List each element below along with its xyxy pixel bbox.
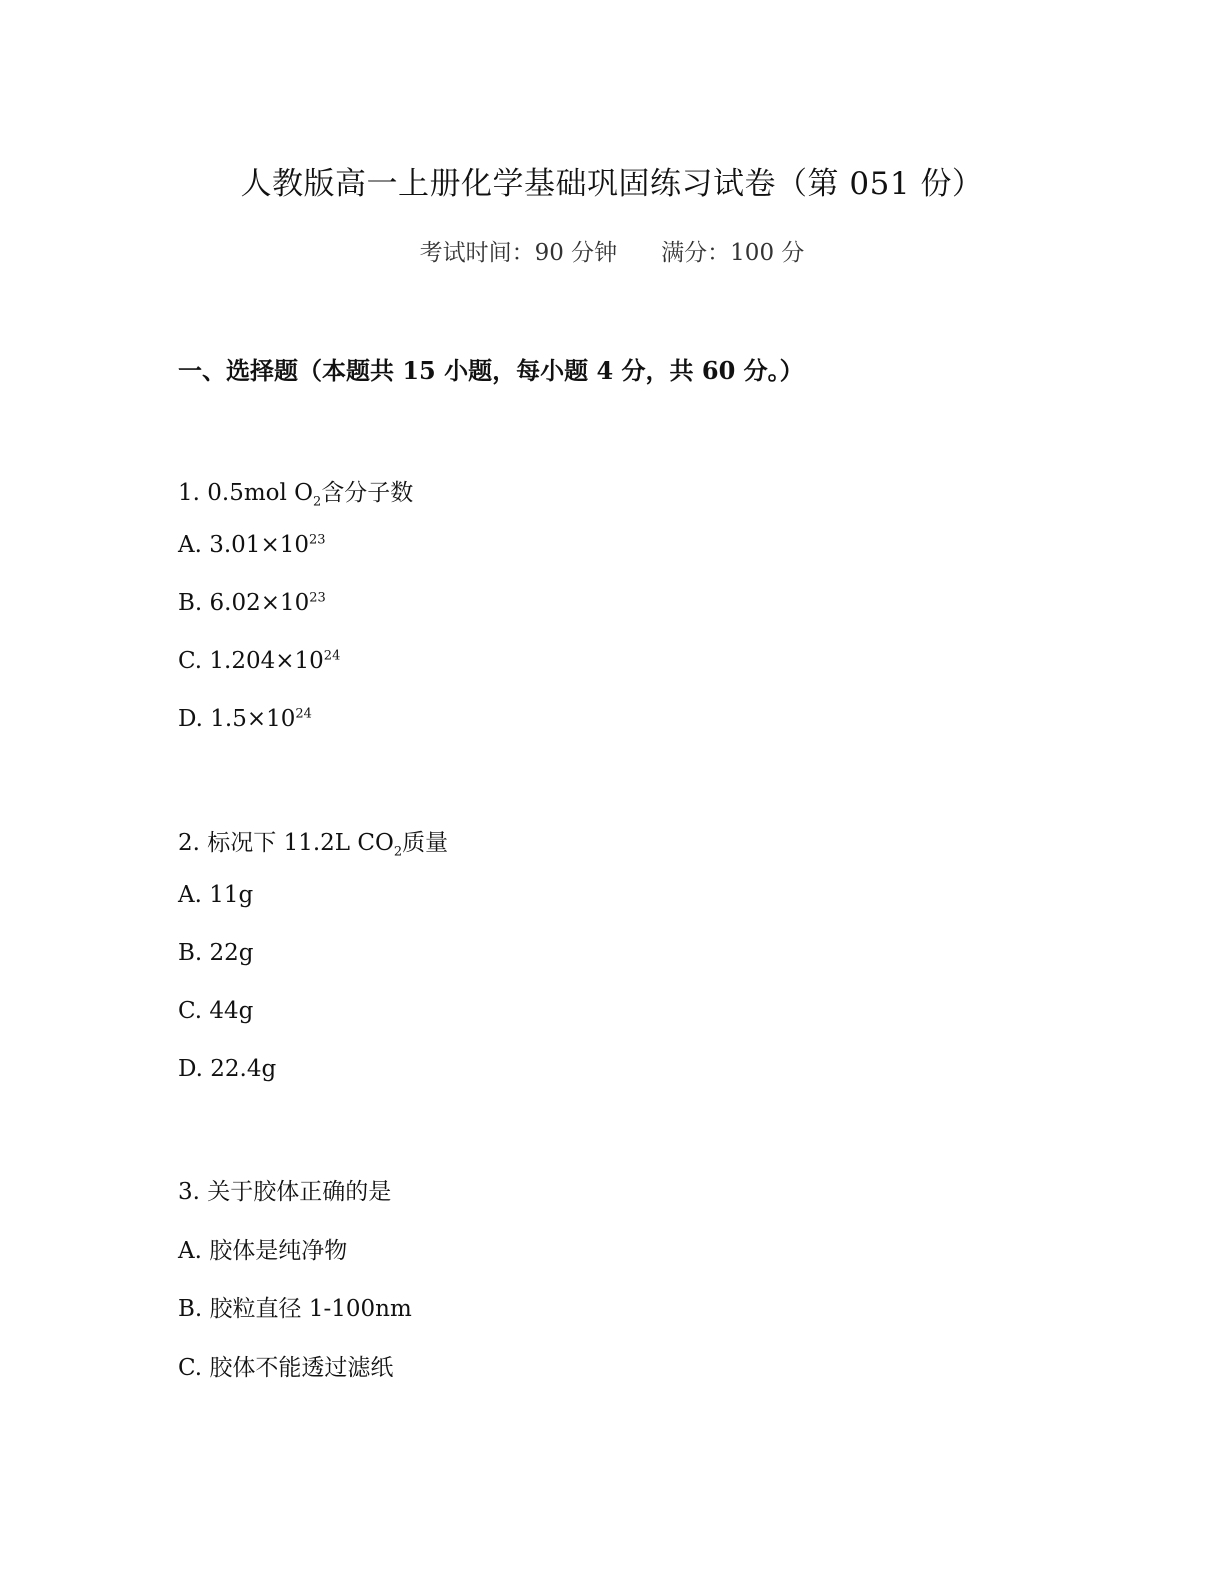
exam-full-score: 满分：100 分 (661, 240, 805, 266)
question-2-option-a: A. 11g (178, 882, 254, 908)
question-2-stem: 2. 标况下 11.2L $CO_2$质量 (178, 830, 449, 860)
question-3-option-a: A. 胶体是纯净物 (178, 1238, 348, 1264)
superscript: 24 (323, 648, 341, 664)
question-1-option-d: D. $1.5\times 10^{24}$ (178, 706, 312, 732)
question-1-option-c: C. $1.204\times 10^{24}$ (178, 648, 341, 674)
question-2-option-c: C. 44g (178, 998, 254, 1024)
subscript: 2 (393, 844, 403, 860)
exam-title: 人教版高一上册化学基础巩固练习试卷（第 051 份） (240, 166, 984, 202)
question-2-option-b: B. 22g (178, 940, 254, 966)
exam-time: 考试时间：90 分钟 (419, 240, 618, 266)
question-1-stem: 1. 0.5mol $O_2$含分子数 (178, 480, 414, 510)
subscript: 2 (313, 494, 322, 510)
superscript: 23 (308, 532, 326, 548)
question-3-stem: 3. 关于胶体正确的是 (178, 1179, 392, 1205)
question-1-option-b: B. $6.02\times 10^{23}$ (178, 590, 326, 616)
section-heading: 一、选择题（本题共 15 小题，每小题 4 分，共 60 分。） (178, 356, 804, 385)
question-2-option-d: D. 22.4g (178, 1056, 277, 1082)
question-3-option-b: B. 胶粒直径 1-100nm (178, 1296, 412, 1322)
superscript: 24 (295, 706, 312, 722)
question-3-option-c: C. 胶体不能透过滤纸 (178, 1355, 394, 1381)
exam-meta (0, 234, 1224, 267)
question-1-option-a: A. $3.01\times 10^{23}$ (178, 532, 326, 558)
superscript: 23 (309, 590, 326, 606)
